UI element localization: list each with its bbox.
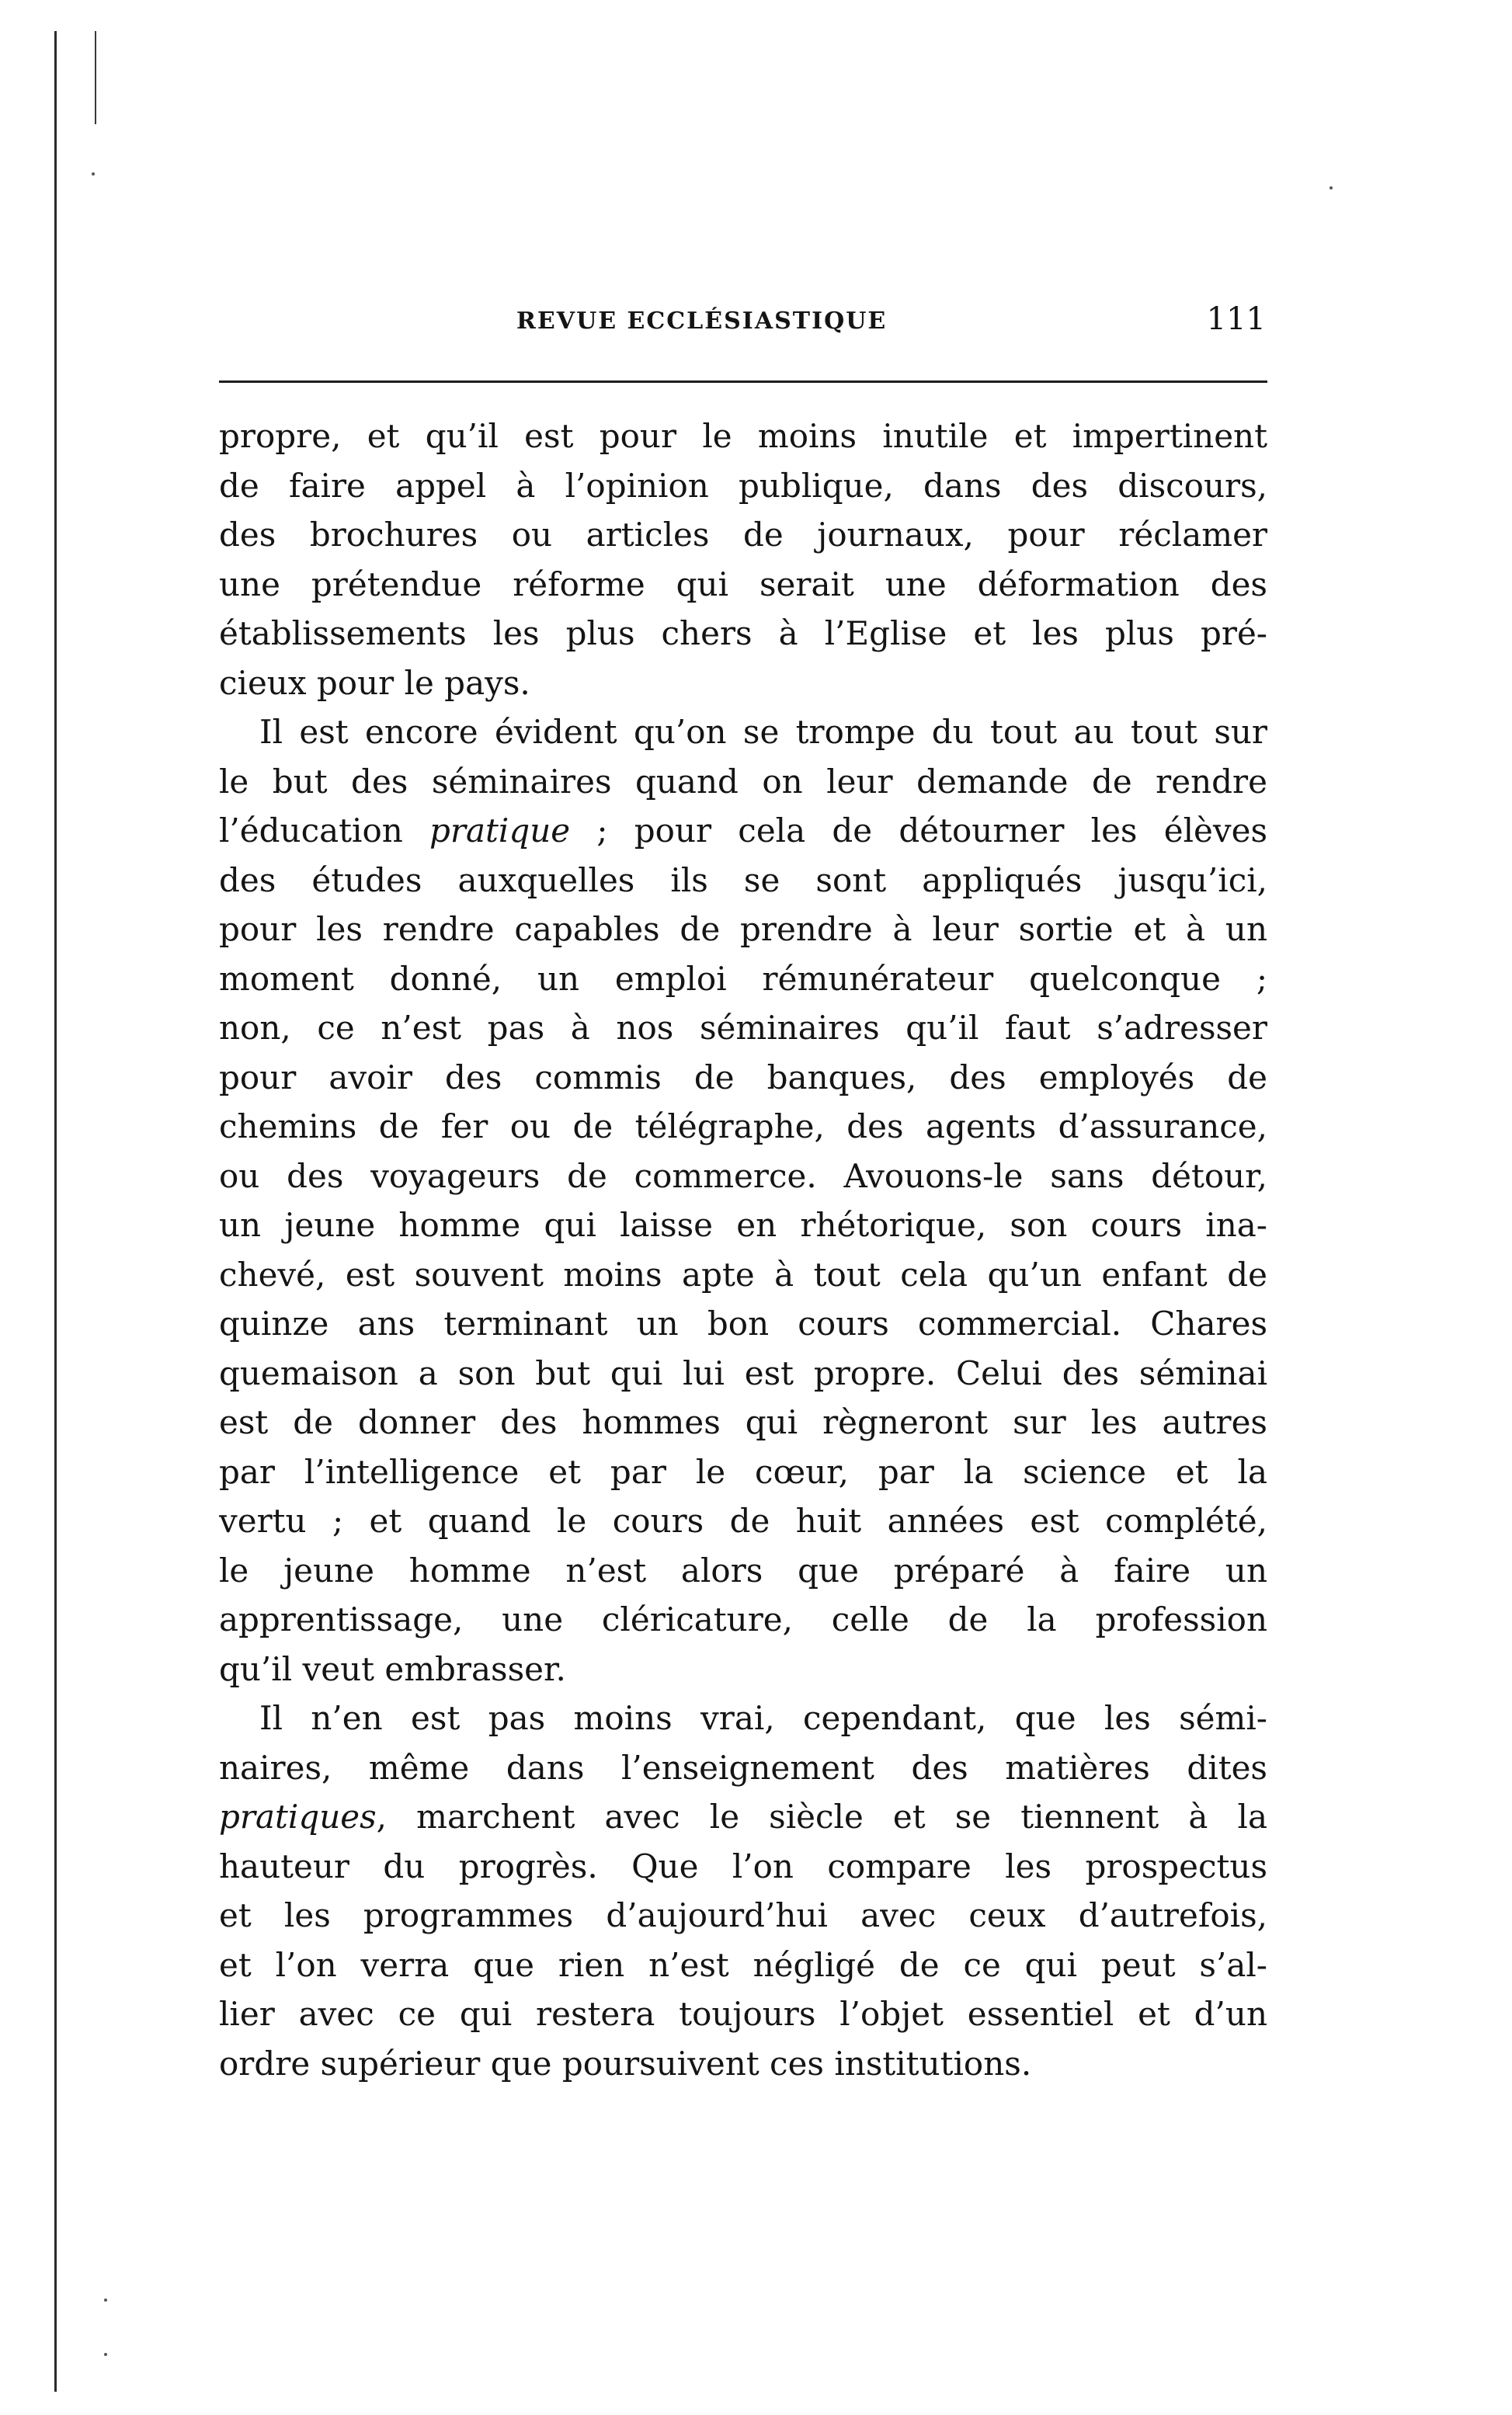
italic-word: pratique: [429, 811, 571, 850]
text-line: lier avec ce qui restera toujours l’objet essentiel et d’un: [219, 1995, 1267, 2033]
text-line: apprentissage, une cléricature, celle de la profession: [219, 1600, 1267, 1638]
text-line: et les programmes d’aujourd’hui avec ceux d’autrefois,: [219, 1896, 1267, 1934]
text-line: par l’intelligence et par le cœur, par la science et la: [219, 1452, 1267, 1491]
text-line: une prétendue réforme qui serait une déformation des: [219, 565, 1267, 603]
text-line: un jeune homme qui laisse en rhétorique, son cours ina-: [219, 1206, 1267, 1244]
italic-word: pratiques: [219, 1798, 377, 1836]
text-line: non, ce n’est pas à nos séminaires qu’il faut s’adresser: [219, 1009, 1267, 1047]
text-line: vertu ; et quand le cours de huit années est complété,: [219, 1502, 1267, 1540]
text-line: quinze ans terminant un bon cours commercial. Chares: [219, 1305, 1267, 1343]
paragraph: [219, 1694, 1267, 2088]
text-line: quemaison a son but qui lui est propre. Celui des séminai: [219, 1353, 1267, 1392]
text-line: de faire appel à l’opinion publique, dans des discours,: [219, 466, 1267, 505]
page-number: 111: [1206, 301, 1266, 337]
ink-speck: [104, 2299, 107, 2302]
text-line: pratiques, marchent avec le siècle et se tiennent à la: [219, 1798, 1267, 1836]
text-line: le jeune homme n’est alors que préparé à faire un: [219, 1551, 1267, 1590]
text-line: le but des séminaires quand on leur demande de rendre: [219, 762, 1267, 801]
text-line: établissements les plus chers à l’Eglise et les plus pré-: [219, 614, 1267, 652]
body-text: [219, 412, 1267, 2088]
running-title: REVUE ECCLÉSIASTIQUE: [516, 308, 888, 335]
text-line: qu’il veut embrasser.: [219, 1649, 566, 1688]
margin-mark: [95, 31, 96, 124]
page-header: [217, 301, 1266, 348]
text-line: l’éducation pratique ; pour cela de détourner les élèves: [219, 811, 1267, 850]
header-rule: [219, 380, 1267, 383]
text-line: des études auxquelles ils se sont appliqués jusqu’ici,: [219, 860, 1267, 899]
text-line: pour les rendre capables de prendre à leur sortie et à un: [219, 910, 1267, 948]
text-line: est de donner des hommes qui règneront sur les autres: [219, 1403, 1267, 1441]
text-line: moment donné, un emploi rémunérateur quelconque ;: [219, 959, 1267, 998]
paragraph: [219, 707, 1267, 1694]
text-line: ordre supérieur que poursuivent ces institutions.: [219, 2044, 1032, 2083]
ink-speck: [92, 172, 95, 175]
ink-speck: [1330, 186, 1333, 189]
text-line: naires, même dans l’enseignement des matières dites: [219, 1748, 1267, 1787]
text-line: Il n’en est pas moins vrai, cependant, que les sémi-: [259, 1699, 1267, 1737]
text-line: hauteur du progrès. Que l’on compare les prospectus: [219, 1847, 1267, 1885]
paragraph: [219, 412, 1267, 707]
text-line: cieux pour le pays.: [219, 663, 530, 702]
text-line: et l’on verra que rien n’est négligé de ce qui peut s’al-: [219, 1945, 1267, 1984]
text-line: propre, et qu’il est pour le moins inutile et impertinent: [219, 417, 1267, 455]
text-line: ou des voyageurs de commerce. Avouons-le sans détour,: [219, 1156, 1267, 1195]
text-line: chevé, est souvent moins apte à tout cela qu’un enfant de: [219, 1255, 1267, 1294]
binding-edge-line: [54, 31, 57, 2392]
text-line: pour avoir des commis de banques, des employés de: [219, 1058, 1267, 1096]
ink-speck: [104, 2353, 107, 2356]
text-line: chemins de fer ou de télégraphe, des agents d’assurance,: [219, 1107, 1267, 1145]
text-line: des brochures ou articles de journaux, pour réclamer: [219, 516, 1267, 554]
text-line: Il est encore évident qu’on se trompe du tout au tout sur: [259, 713, 1267, 751]
